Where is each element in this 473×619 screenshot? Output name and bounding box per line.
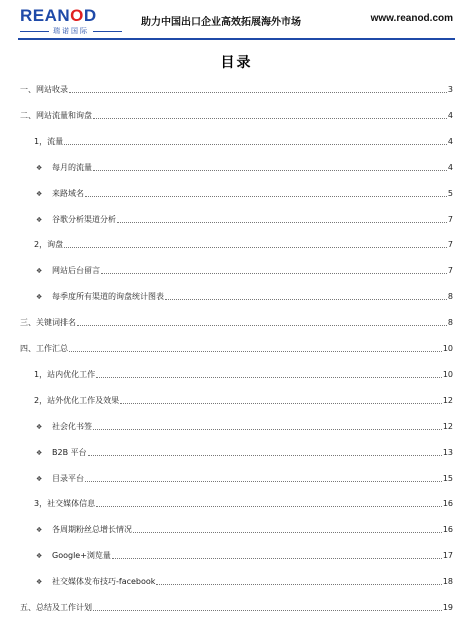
- toc-dot-leader: [64, 144, 447, 145]
- toc-dot-leader: [64, 247, 447, 248]
- toc-entry-page: 10: [442, 344, 453, 353]
- toc-entry[interactable]: [0, 264, 473, 278]
- diamond-bullet-icon: ❖: [36, 552, 43, 561]
- toc-entry[interactable]: [0, 523, 473, 537]
- toc-entry[interactable]: [0, 213, 473, 227]
- toc-entry[interactable]: [0, 161, 473, 175]
- toc-dot-leader: [77, 325, 447, 326]
- toc-dot-leader: [156, 584, 441, 585]
- toc-entry[interactable]: [0, 290, 473, 304]
- toc-entry-label: 每月的流量: [52, 162, 92, 172]
- toc-entry-label: 来路域名: [52, 188, 84, 198]
- toc-entry[interactable]: [0, 446, 473, 460]
- toc-entry-page: 8: [447, 318, 453, 328]
- toc-entry-label: 三、关键词排名: [20, 318, 76, 328]
- diamond-bullet-icon: ❖: [36, 267, 43, 276]
- toc-entry[interactable]: [0, 497, 473, 511]
- diamond-bullet-icon: ❖: [36, 215, 43, 224]
- toc-entry-label: 二、网站流量和询盘: [20, 110, 92, 120]
- toc-entry-label: 各周期粉丝总增长情况: [52, 525, 132, 535]
- toc-entry-label: 五、总结及工作计划: [20, 603, 92, 612]
- header-slogan: 助力中国出口企业高效拓展海外市场: [141, 17, 301, 28]
- diamond-bullet-icon: ❖: [36, 189, 43, 198]
- logo-wordmark: REANOD: [20, 6, 97, 25]
- toc-entry-label: B2B 平台: [52, 447, 87, 457]
- toc-entry-page: 4: [447, 162, 453, 172]
- toc-entry-page: 7: [447, 214, 453, 224]
- toc-dot-leader: [93, 118, 447, 119]
- toc-entry-label: 目录平台: [52, 473, 84, 483]
- toc-entry-page: 19: [442, 603, 453, 612]
- toc-entry-page: 4: [447, 110, 453, 120]
- toc-entry-label: Google+浏览量: [52, 551, 111, 561]
- toc-dot-leader: [165, 299, 447, 300]
- toc-entry-page: 13: [442, 447, 453, 457]
- toc-entry-page: 8: [447, 292, 453, 302]
- toc-entry-label: 每季度所有渠道的询盘统计图表: [52, 292, 164, 302]
- header-website: www.reanod.com: [370, 13, 453, 24]
- toc-entry-label: 谷歌分析渠道分析: [52, 214, 116, 224]
- diamond-bullet-icon: ❖: [36, 474, 43, 483]
- toc-entry[interactable]: [0, 368, 473, 382]
- toc-entry-page: 12: [442, 421, 453, 431]
- toc-entry-label: 网站后台留言: [52, 266, 100, 276]
- toc-title: 目录: [220, 55, 253, 71]
- toc-entry-label: 2，询盘: [34, 240, 64, 250]
- toc-entry-label: 3，社交媒体信息: [34, 499, 96, 509]
- toc-entry-page: 4: [447, 136, 453, 146]
- toc-entry-page: 15: [442, 473, 453, 483]
- toc-entry-label: 社交媒体发布技巧-facebook: [52, 577, 156, 587]
- toc-entry-label: 一、网站收录: [20, 85, 68, 94]
- toc-entry[interactable]: [0, 472, 473, 486]
- diamond-bullet-icon: ❖: [36, 293, 43, 302]
- toc-dot-leader: [96, 506, 442, 507]
- toc-dot-leader: [96, 377, 442, 378]
- logo-subtitle: 瑞诺国际: [20, 26, 122, 36]
- toc-entry[interactable]: [0, 316, 473, 330]
- toc-entry[interactable]: [0, 420, 473, 434]
- toc-dot-leader: [120, 403, 442, 404]
- toc-entry[interactable]: [0, 109, 473, 123]
- toc-dot-leader: [117, 222, 447, 223]
- diamond-bullet-icon: ❖: [36, 526, 43, 535]
- toc-entry[interactable]: [0, 238, 473, 252]
- toc-dot-leader: [88, 455, 442, 456]
- diamond-bullet-icon: ❖: [36, 578, 43, 587]
- toc-dot-leader: [69, 351, 442, 352]
- toc-entry-page: 10: [442, 369, 453, 379]
- toc-entry-label: 四、工作汇总: [20, 344, 68, 353]
- toc-entry-page: 12: [442, 395, 453, 405]
- toc-entry[interactable]: [0, 135, 473, 149]
- diamond-bullet-icon: ❖: [36, 163, 43, 172]
- toc-entry-label: 2，站外优化工作及效果: [34, 395, 120, 405]
- toc-dot-leader: [69, 92, 447, 93]
- toc-entry-page: 3: [447, 85, 453, 94]
- toc-entry-page: 16: [442, 499, 453, 509]
- toc-entry-page: 16: [442, 525, 453, 535]
- toc-entry[interactable]: [0, 342, 473, 356]
- toc-dot-leader: [133, 532, 442, 533]
- toc-entry-page: 18: [442, 577, 453, 587]
- toc-dot-leader: [93, 610, 442, 611]
- toc-entry[interactable]: [0, 601, 473, 615]
- toc-dot-leader: [93, 429, 442, 430]
- toc-dot-leader: [101, 273, 447, 274]
- toc-entry[interactable]: [0, 83, 473, 97]
- toc-entry-page: 7: [447, 266, 453, 276]
- toc-entry-label: 1，流量: [34, 136, 64, 146]
- toc-dot-leader: [85, 481, 442, 482]
- diamond-bullet-icon: ❖: [36, 448, 43, 457]
- toc-entry[interactable]: [0, 187, 473, 201]
- toc-entry-label: 社会化书签: [52, 421, 92, 431]
- toc-dot-leader: [112, 558, 442, 559]
- toc-entry-label: 1，站内优化工作: [34, 369, 96, 379]
- toc-entry-page: 7: [447, 240, 453, 250]
- toc-entry-page: 17: [442, 551, 453, 561]
- toc-entry[interactable]: [0, 549, 473, 563]
- toc-entry[interactable]: [0, 575, 473, 589]
- diamond-bullet-icon: ❖: [36, 422, 43, 431]
- toc-entry[interactable]: [0, 394, 473, 408]
- toc-dot-leader: [93, 170, 447, 171]
- toc-dot-leader: [85, 196, 447, 197]
- toc-entry-page: 5: [447, 188, 453, 198]
